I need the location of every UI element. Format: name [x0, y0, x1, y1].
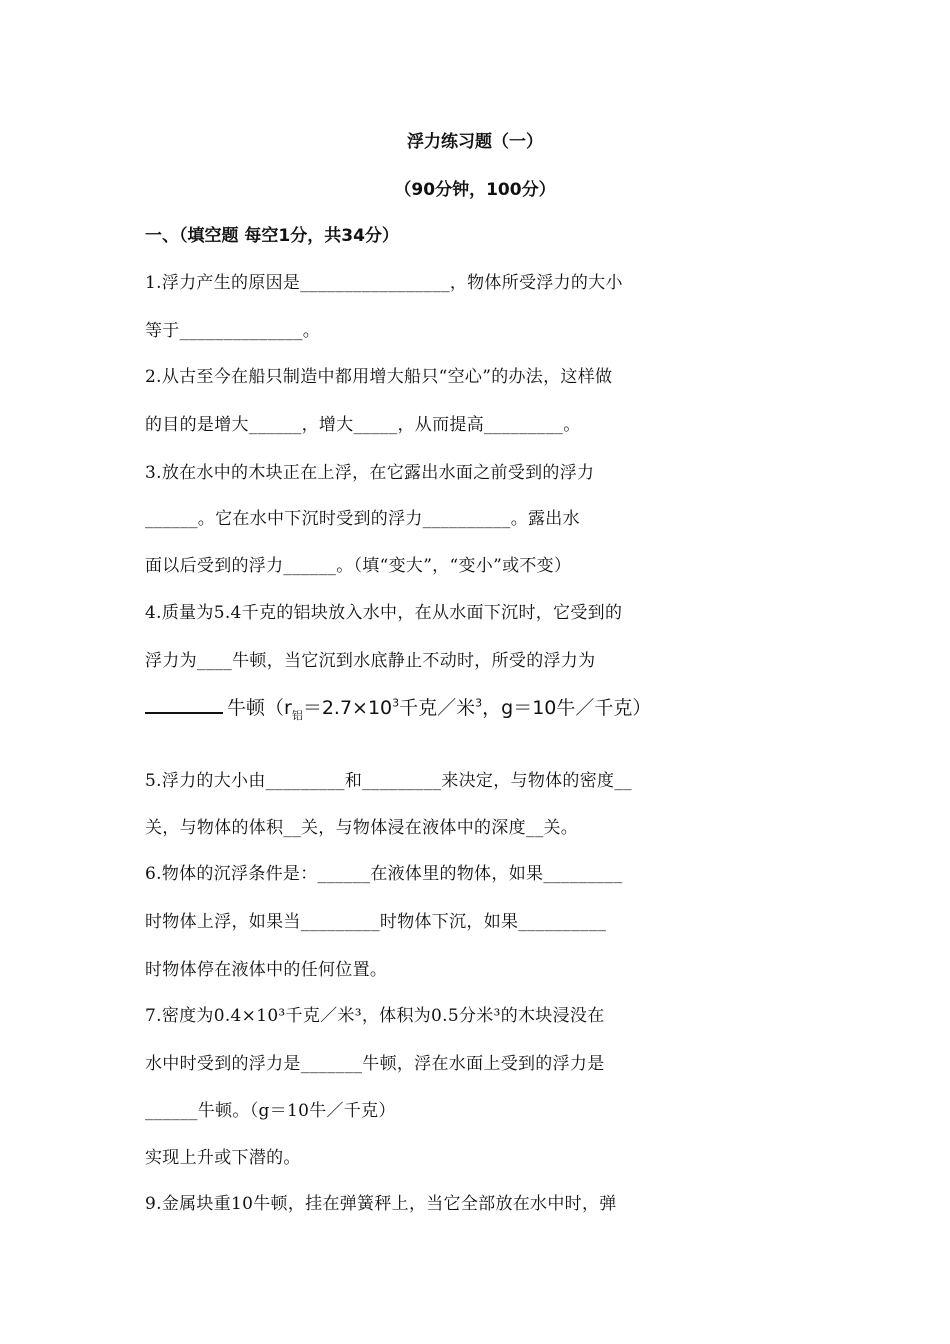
- formula-text-b: ＝2.7×10: [302, 697, 393, 719]
- formula-line: [145, 693, 651, 723]
- question-line: 1.浮力产生的原因是_________________，物体所受浮力的大小: [145, 273, 623, 293]
- question-line: 7.密度为0.4×10³千克／米³，体积为0.5分米³的木块浸没在: [145, 1006, 605, 1026]
- question-line: 水中时受到的浮力是_______牛顿，浮在水面上受到的浮力是: [145, 1054, 605, 1074]
- question-line: 浮力为____牛顿，当它沉到水底静止不动时，所受的浮力为: [145, 651, 596, 671]
- formula-superscript: 3: [475, 696, 483, 710]
- formula-superscript: 3: [392, 696, 400, 710]
- question-line: 实现上升或下潜的。: [145, 1148, 301, 1168]
- section-heading: 一、（填空题 每空1分，共34分）: [145, 226, 399, 246]
- question-line: 关，与物体的体积__关，与物体浸在液体中的深度__关。: [145, 818, 579, 838]
- question-line: 的目的是增大______，增大_____，从而提高_________。: [145, 415, 581, 435]
- question-line: 时物体上浮，如果当_________时物体下沉，如果__________: [145, 912, 607, 932]
- question-line: ______。它在水中下沉时受到的浮力__________。露出水: [145, 509, 580, 529]
- question-line: 4.质量为5.4千克的铝块放入水中，在从水面下沉时，它受到的: [145, 603, 623, 623]
- document-title: 浮力练习题（一）: [407, 132, 543, 152]
- formula-text-d: ，g＝10牛／千克）: [482, 697, 652, 719]
- question-line: 5.浮力的大小由_________和_________来决定，与物体的密度__: [145, 771, 632, 791]
- question-line: 等于______________。: [145, 321, 321, 341]
- answer-blank: [145, 694, 223, 714]
- formula-text-c: 千克／米: [399, 697, 476, 719]
- question-line: 面以后受到的浮力______。（填“变大”，“变小”或不变）: [145, 556, 572, 576]
- question-line: 3.放在水中的木块正在上浮，在它露出水面之前受到的浮力: [145, 463, 595, 483]
- question-line: 6.物体的沉浮条件是：______在液体里的物体，如果_________: [145, 864, 623, 884]
- formula-subscript: 铝: [291, 708, 303, 722]
- question-line: 时物体停在液体中的任何位置。: [145, 960, 388, 980]
- question-line: 9.金属块重10牛顿，挂在弹簧秤上，当它全部放在水中时，弹: [145, 1194, 617, 1214]
- formula-text-a: 牛顿（r: [227, 697, 292, 719]
- question-line: ______牛顿。（g＝10牛／千克）: [145, 1101, 396, 1121]
- document-subtitle: （90分钟，100分）: [394, 180, 556, 200]
- question-line: 2.从古至今在船只制造中都用增大船只“空心”的办法，这样做: [145, 367, 613, 387]
